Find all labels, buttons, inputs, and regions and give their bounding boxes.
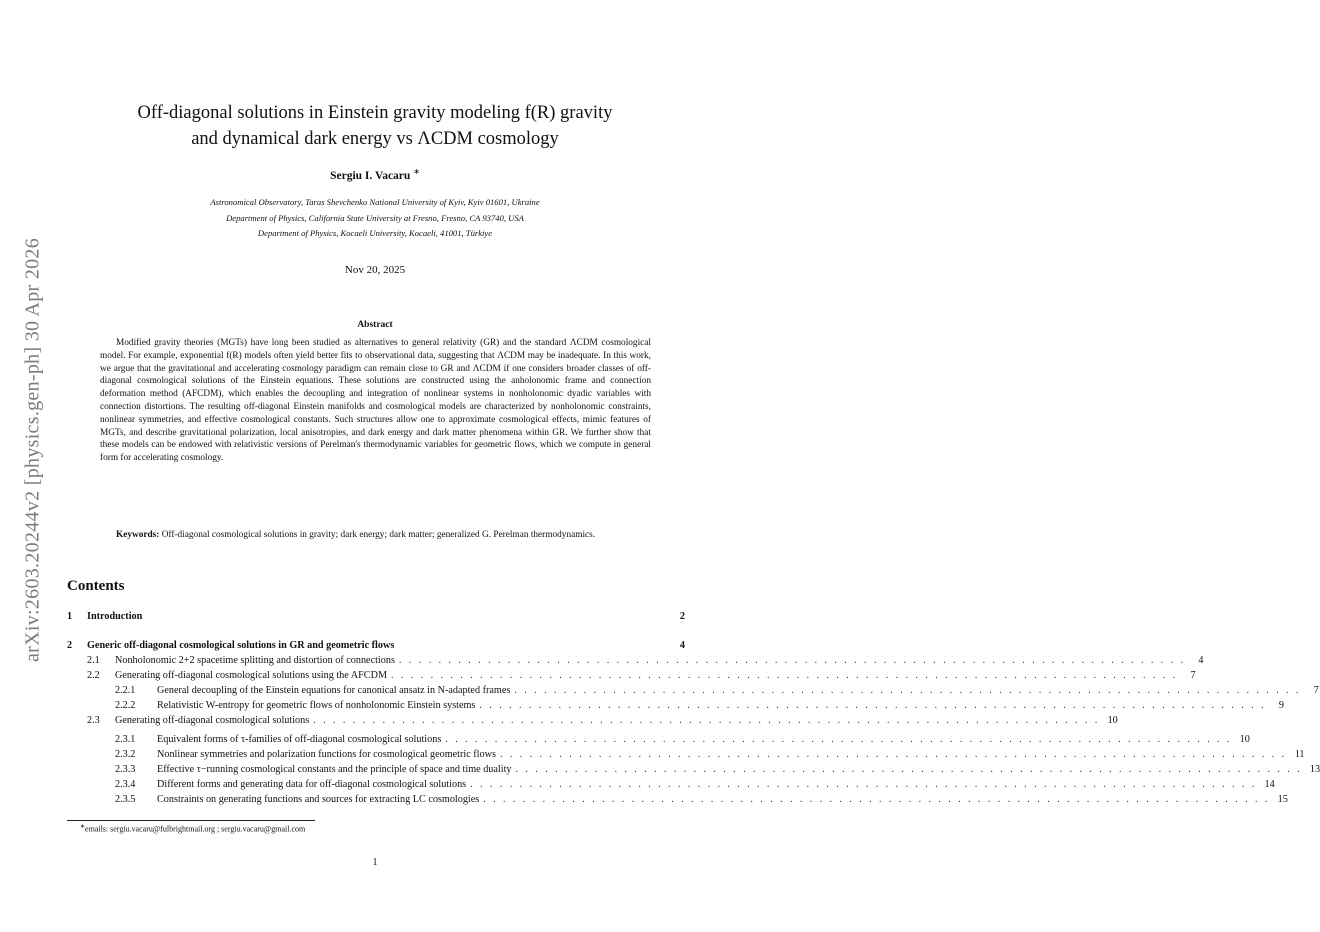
toc-entry-page: 4 <box>679 640 685 651</box>
toc-entry-number: 2.2.2 <box>115 700 136 711</box>
toc-entry-number: 2.3.3 <box>115 764 136 775</box>
toc-leader-dots: . . . . . . . . . . . . . . . . . . . . . . . . . . . . . . . . . . . . . . . . . . . . . . . . . . . . . . . . . . . . . . . . . . . . . . . . . . . . . . . . <box>313 715 1100 726</box>
toc-entry-number: 2 <box>67 640 73 651</box>
toc-entry[interactable] <box>67 611 685 625</box>
abstract-heading: Abstract <box>357 320 393 330</box>
affiliation: Department of Physics, California State University at Fresno, Fresno, CA 93740, USA <box>226 212 524 223</box>
title-line-2: and dynamical dark energy vs ΛCDM cosmology <box>191 129 559 149</box>
arxiv-identifier: arXiv:2603.20244v2 [physics.gen-ph] 30 Apr 2026 <box>21 237 44 663</box>
toc-entry-number: 2.2 <box>87 670 100 681</box>
toc-entry-page: 7 <box>1190 670 1196 681</box>
toc-entry-page: 7 <box>1313 685 1319 696</box>
toc-entry[interactable] <box>67 779 1275 793</box>
toc-entry-number: 2.3 <box>87 715 100 726</box>
toc-entry[interactable] <box>67 700 1284 714</box>
toc-entry-number: 2.3.2 <box>115 749 136 760</box>
toc-entry-number: 2.2.1 <box>115 685 136 696</box>
toc-entry-title: Effective τ−running cosmological constants and the principle of space and time duality <box>157 764 512 775</box>
footnote-rule <box>67 820 315 821</box>
toc-entry-number: 2.3.5 <box>115 794 136 805</box>
toc-entry[interactable] <box>67 734 1250 748</box>
affiliation: Department of Physics, Kocaeli University, Kocaeli, 41001, Türkiye <box>257 228 493 238</box>
contents-heading: Contents <box>67 578 125 594</box>
title-line-1: Off-diagonal solutions in Einstein gravity modeling f(R) gravity <box>137 103 613 123</box>
page-number: 1 <box>372 857 378 868</box>
toc-entry-page: 14 <box>1264 779 1275 790</box>
toc-entry[interactable] <box>67 794 1288 808</box>
toc-entry-title: Equivalent forms of τ-families of off-diagonal cosmological solutions <box>157 734 442 745</box>
toc-entry-title: Nonholonomic 2+2 spacetime splitting and distortion of connections <box>115 655 395 666</box>
toc-entry[interactable] <box>67 640 685 654</box>
toc-leader-dots: . . . . . . . . . . . . . . . . . . . . . . . . . . . . . . . . . . . . . . . . . . . . . . . . . . . . . . . . . . . . . . . . . . . . . . . . . . . . . . . . <box>470 779 1257 790</box>
paper-date: Nov 20, 2025 <box>344 264 406 276</box>
toc-entry-page: 2 <box>679 611 685 622</box>
affiliations <box>70 195 680 242</box>
toc-entry-title: Different forms and generating data for off-diagonal cosmological solutions <box>157 779 467 790</box>
footnote-mark: ∗ <box>80 824 86 830</box>
author-name: Sergiu I. Vacaru <box>330 169 411 182</box>
toc-entry-page: 9 <box>1278 700 1284 711</box>
toc-entry-page: 10 <box>1107 715 1118 726</box>
author-footnote-mark: ∗ <box>413 167 420 176</box>
toc-leader-dots: . . . . . . . . . . . . . . . . . . . . . . . . . . . . . . . . . . . . . . . . . . . . . . . . . . . . . . . . . . . . . . . . . . . . . . . . . . . . . . . . <box>483 794 1270 805</box>
toc-leader-dots: . . . . . . . . . . . . . . . . . . . . . . . . . . . . . . . . . . . . . . . . . . . . . . . . . . . . . . . . . . . . . . . . . . . . . . . . . . . . . . . . <box>499 749 1287 760</box>
toc-entry[interactable] <box>67 670 1196 684</box>
toc-entry-page: 10 <box>1239 734 1250 745</box>
affiliation: Astronomical Observatory, Taras Shevchenko National University of Kyiv, Kyiv 01601, Ukraine <box>210 197 540 207</box>
toc-leader-dots: . . . . . . . . . . . . . . . . . . . . . . . . . . . . . . . . . . . . . . . . . . . . . . . . . . . . . . . . . . . . . . . . . . . . . . . . . . . . . . . . <box>445 734 1232 745</box>
arxiv-stamp <box>18 200 48 700</box>
toc-leader-dots: . . . . . . . . . . . . . . . . . . . . . . . . . . . . . . . . . . . . . . . . . . . . . . . . . . . . . . . . . . . . . . . . . . . . . . . . . . . . . . . . <box>398 655 1186 666</box>
toc-entry-page: 4 <box>1198 655 1204 666</box>
toc-leader-dots: . . . . . . . . . . . . . . . . . . . . . . . . . . . . . . . . . . . . . . . . . . . . . . . . . . . . . . . . . . . . . . . . . . . . . . . . . . . . . . . . <box>391 670 1178 681</box>
toc-entry-title: Constraints on generating functions and sources for extracting LC cosmologies <box>157 794 480 805</box>
keywords-text: Off-diagonal cosmological solutions in gravity; dark energy; dark matter; generalized G. Perelman thermodynamics. <box>161 530 596 540</box>
toc-entry-title: Generating off-diagonal cosmological solutions using the AFCDM <box>115 670 388 681</box>
toc-entry-title: Relativistic W-entropy for geometric flows of nonholonomic Einstein systems <box>157 700 476 711</box>
toc-entry-title: General decoupling of the Einstein equations for canonical ansatz in N-adapted frames <box>157 685 511 696</box>
toc-entry-number: 2.3.1 <box>115 734 136 745</box>
toc-entry-number: 2.3.4 <box>115 779 136 790</box>
toc-leader-dots: . . . . . . . . . . . . . . . . . . . . . . . . . . . . . . . . . . . . . . . . . . . . . . . . . . . . . . . . . . . . . . . . . . . . . . . . . . . . . . . . <box>515 764 1303 775</box>
toc-entry-title: Nonlinear symmetries and polarization functions for cosmological geometric flows <box>157 749 496 760</box>
toc-entry-page: 13 <box>1309 764 1320 775</box>
toc-entry-title: Generic off-diagonal cosmological solutions in GR and geometric flows <box>87 640 395 651</box>
toc-entry[interactable] <box>67 764 1320 778</box>
toc-entry[interactable] <box>67 749 1305 763</box>
toc-entry[interactable] <box>67 685 1319 699</box>
toc-entry-title: Introduction <box>87 611 143 622</box>
paper-title <box>70 100 680 152</box>
author <box>70 167 680 182</box>
toc-leader-dots: . . . . . . . . . . . . . . . . . . . . . . . . . . . . . . . . . . . . . . . . . . . . . . . . . . . . . . . . . . . . . . . . . . . . . . . . . . . . . . . . <box>514 685 1301 696</box>
toc-entry-page: 15 <box>1277 794 1288 805</box>
footnote <box>80 823 305 834</box>
toc-entry[interactable] <box>67 715 1118 729</box>
keywords-label: Keywords: <box>116 530 160 540</box>
abstract-text: Modified gravity theories (MGTs) have long been studied as alternatives to general relativity (GR) and the standard ΛCDM cosmological model. For example, exponential f(R) models often yield better fits to observational data, suggesting that ΛCDM may be inadequate. In this work, we argue that the gravitational and accelerating cosmology paradigm can remain close to GR and ΛCDM if one considers broader classes of off-diagonal cosmological solutions of the Einstein equations. These solutions are constructed using the anholonomic frame and connection deformation method (AFCDM), which enables the decoupling and integration of nonlinear systems in nonholonomic dyadic variables with connection distortions. The resulting off-diagonal Einstein manifolds and cosmological models are characterized by nonholonomic constraints, nonlinear symmetries, and effective cosmological constants. Such structures allow one to approximate cosmological effects, mimic features of MGTs, and describe gravitational polarization, local anisotropies, and dark energy and dark matter phenomena within GR. We further show that these models can be endowed with relativistic versions of Perelman's thermodynamic variables for geometric flows, which we compute in general form for accelerating cosmology. <box>100 338 651 464</box>
toc-leader-dots: . . . . . . . . . . . . . . . . . . . . . . . . . . . . . . . . . . . . . . . . . . . . . . . . . . . . . . . . . . . . . . . . . . . . . . . . . . . . . . . . <box>479 700 1266 711</box>
footnote-text: emails: sergiu.vacaru@fulbrightmail.org ; sergiu.vacaru@gmail.com <box>85 824 306 834</box>
toc-entry[interactable] <box>67 655 1204 669</box>
toc-entry-title: Generating off-diagonal cosmological solutions <box>115 715 310 726</box>
toc-entry-number: 2.1 <box>87 655 100 666</box>
keywords <box>100 529 651 542</box>
toc-entry-number: 1 <box>67 611 73 622</box>
toc-entry-page: 11 <box>1294 749 1305 760</box>
